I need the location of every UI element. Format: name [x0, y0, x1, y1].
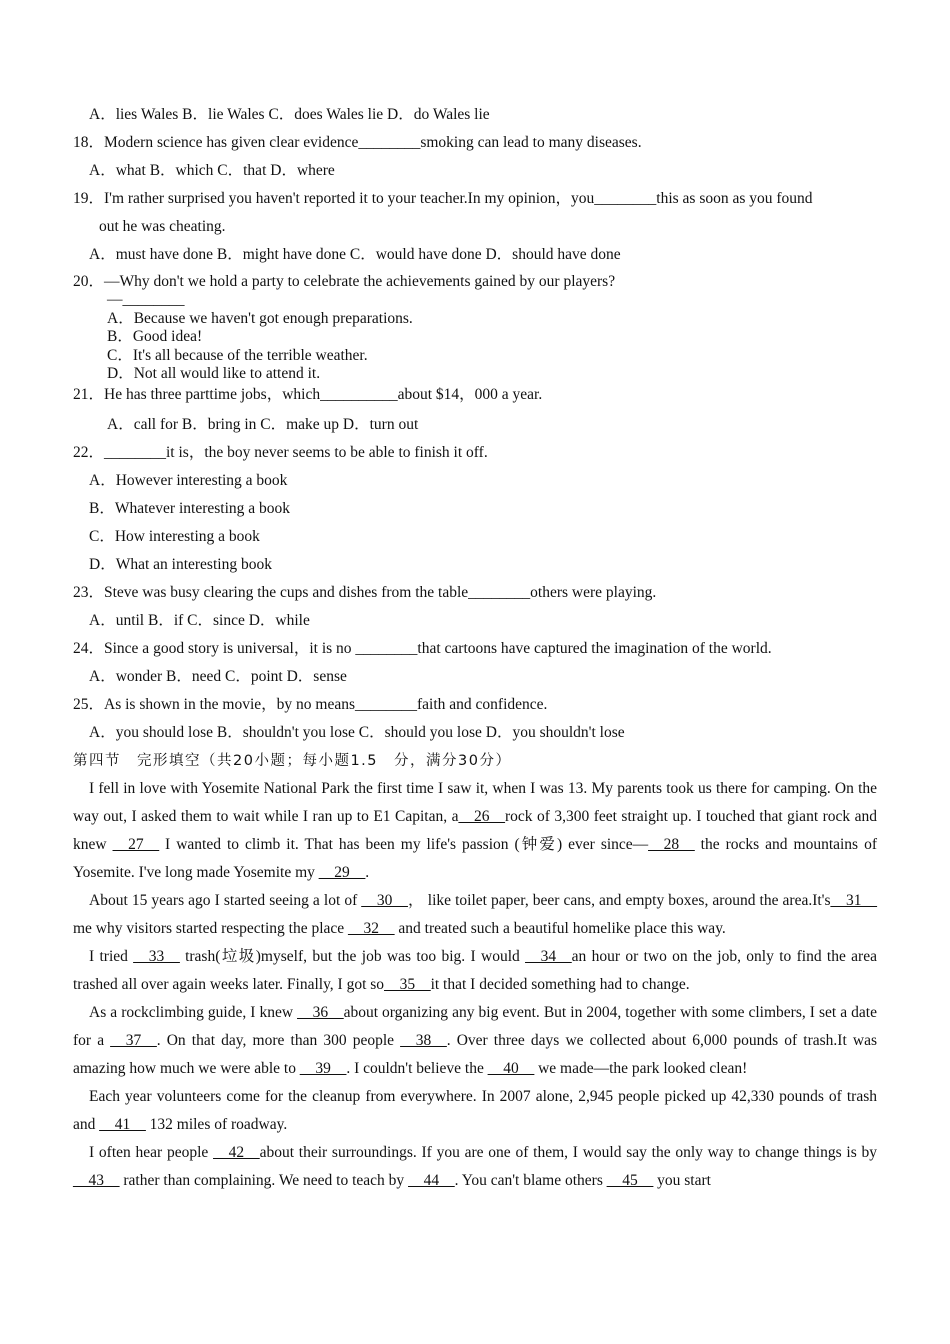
- cloze-blank: __39__: [299, 1059, 347, 1077]
- passage-text: an hour or two on the job, only to find the area trashed all over again weeks later. Finally, I got so: [73, 947, 877, 993]
- q24-options: A．wonder B．need C．point D．sense: [89, 667, 347, 685]
- cloze-blank: __42__: [213, 1143, 260, 1161]
- q20-option-d: D．Not all would like to attend it.: [107, 365, 321, 382]
- q25-options: A．you should lose B．shouldn't you lose C．should you lose D．you shouldn't lose: [89, 723, 625, 741]
- cloze-blank: __26__: [458, 807, 505, 825]
- q20-stem: 20．—Why don't we hold a party to celebrate the achievements gained by our players?: [73, 273, 616, 290]
- passage-text: about their surroundings. If you are one of them, I would say the only way to change things is by: [259, 1143, 877, 1161]
- q22-option-d: D．What an interesting book: [89, 555, 272, 573]
- q22-option-c: C．How interesting a book: [89, 527, 260, 545]
- passage-text: I often hear people: [89, 1143, 214, 1161]
- exam-page: [73, 101, 877, 1195]
- passage-text: the rocks and mountains of Yosemite. I've long made Yosemite my: [73, 835, 877, 881]
- passage-text: . On that day, more than 300 people: [156, 1031, 401, 1049]
- cloze-blank: __45__: [606, 1171, 654, 1189]
- q21-stem: 21．He has three parttime jobs，which__________about $14，000 a year.: [73, 385, 543, 403]
- q25-stem: 25．As is shown in the movie，by no means________faith and confidence.: [73, 695, 548, 713]
- q24-stem: 24．Since a good story is universal，it is no ________that cartoons have captured the imagination of the world.: [73, 639, 772, 657]
- passage-paragraph-2: [73, 887, 877, 943]
- q22-option-a: A．However interesting a book: [89, 471, 288, 489]
- passage-text: Each year volunteers come for the cleanup from everywhere. In 2007 alone, 2,945 people picked up 42,330 pounds of trash and: [73, 1087, 877, 1133]
- passage-paragraph-3: [73, 943, 877, 999]
- passage-text: about organizing any big event. But in 2004, together with some climbers, I set a date for a: [73, 1003, 877, 1049]
- cloze-blank: __28__: [648, 835, 695, 853]
- q23-stem: 23．Steve was busy clearing the cups and dishes from the table________others were playing.: [73, 583, 657, 601]
- passage-paragraph-4: [73, 999, 877, 1083]
- passage-paragraph-5: [73, 1083, 877, 1139]
- passage-text: About 15 years ago I started seeing a lot of: [89, 891, 362, 909]
- section-title: 第四节 完形填空（共20小题；每小题1.5 分，满分30分）: [73, 752, 512, 769]
- passage-text: .: [365, 863, 370, 881]
- passage-text: . You can't blame others: [454, 1171, 607, 1189]
- passage-text: trash(垃圾)myself, but the job was too big. I would: [179, 947, 526, 965]
- q20-option-c: C．It's all because of the terrible weather.: [107, 346, 368, 364]
- q19-stem-cont: out he was cheating.: [99, 218, 226, 235]
- q22-option-b: B．Whatever interesting a book: [89, 499, 291, 517]
- cloze-blank: __44__: [408, 1171, 455, 1189]
- cloze-blank: __37__: [110, 1031, 157, 1049]
- q20-option-a: A．Because we haven't got enough preparations.: [107, 309, 413, 327]
- passage-text: rather than complaining. We need to teach by: [119, 1171, 409, 1189]
- q20-option-b: B．Good idea!: [107, 328, 203, 345]
- cloze-blank: __41__: [99, 1115, 146, 1133]
- cloze-blank: __32__: [348, 919, 395, 937]
- passage-text: I fell in love with Yosemite National Park the first time I saw it, when I was 13. My parents took us there for camping. On the way out, I asked them to wait while I ran up to E1 Capitan, a: [73, 779, 877, 825]
- passage-paragraph-6: [73, 1139, 877, 1195]
- cloze-blank: __40__: [487, 1059, 535, 1077]
- passage-text: we made—the park looked clean!: [534, 1059, 748, 1077]
- cloze-blank: __43__: [73, 1171, 120, 1189]
- q19-stem: 19．I'm rather surprised you haven't reported it to your teacher.In my opinion，you________this as soon as you found: [73, 190, 813, 207]
- cloze-blank: __27__: [112, 835, 160, 853]
- cloze-blank: __31__: [830, 891, 877, 909]
- cloze-blank: __29__: [318, 863, 366, 881]
- q20-reply: —________: [107, 291, 185, 308]
- q23-options: A．until B．if C．since D．while: [89, 611, 310, 629]
- q18-stem: 18．Modern science has given clear evidence________smoking can lead to many diseases.: [73, 134, 642, 151]
- passage-text: it that I decided something had to change.: [430, 975, 690, 993]
- passage-text: and treated such a beautiful homelike place this way.: [394, 919, 726, 937]
- passage-paragraph-1: [73, 775, 877, 887]
- passage-text: ， like toilet paper, beer cans, and empty boxes, around the area.It's: [407, 891, 831, 909]
- passage-text: rock of 3,300 feet straight up. I touched that giant rock and knew: [73, 807, 877, 853]
- passage-text: 132 miles of roadway.: [145, 1115, 288, 1133]
- cloze-blank: __36__: [297, 1003, 344, 1021]
- q21-options: A．call for B．bring in C．make up D．turn out: [107, 415, 419, 433]
- passage-text: As a rockclimbing guide, I knew: [89, 1003, 298, 1021]
- passage-text: . I couldn't believe the: [346, 1059, 488, 1077]
- q22-stem: 22．________it is，the boy never seems to be able to finish it off.: [73, 443, 488, 461]
- cloze-blank: __38__: [400, 1031, 447, 1049]
- passage-text: me why visitors started respecting the place: [73, 919, 349, 937]
- q17-options: A．lies Wales B．lie Wales C．does Wales lie D．do Wales lie: [89, 106, 490, 123]
- passage-text: you start: [653, 1171, 711, 1189]
- passage-text: I wanted to climb it. That has been my life's passion (钟爱) ever since—: [159, 835, 649, 853]
- passage-text: I tried: [89, 947, 134, 965]
- q19-options: A．must have done B．might have done C．would have done D．should have done: [89, 246, 621, 263]
- cloze-blank: __33__: [133, 947, 180, 965]
- q18-options: A．what B．which C．that D．where: [89, 162, 335, 179]
- cloze-blank: __35__: [384, 975, 431, 993]
- cloze-blank: __34__: [525, 947, 572, 965]
- cloze-blank: __30__: [361, 891, 408, 909]
- passage-text: . Over three days we collected about 6,000 pounds of trash.It was amazing how much we were able to: [73, 1031, 877, 1077]
